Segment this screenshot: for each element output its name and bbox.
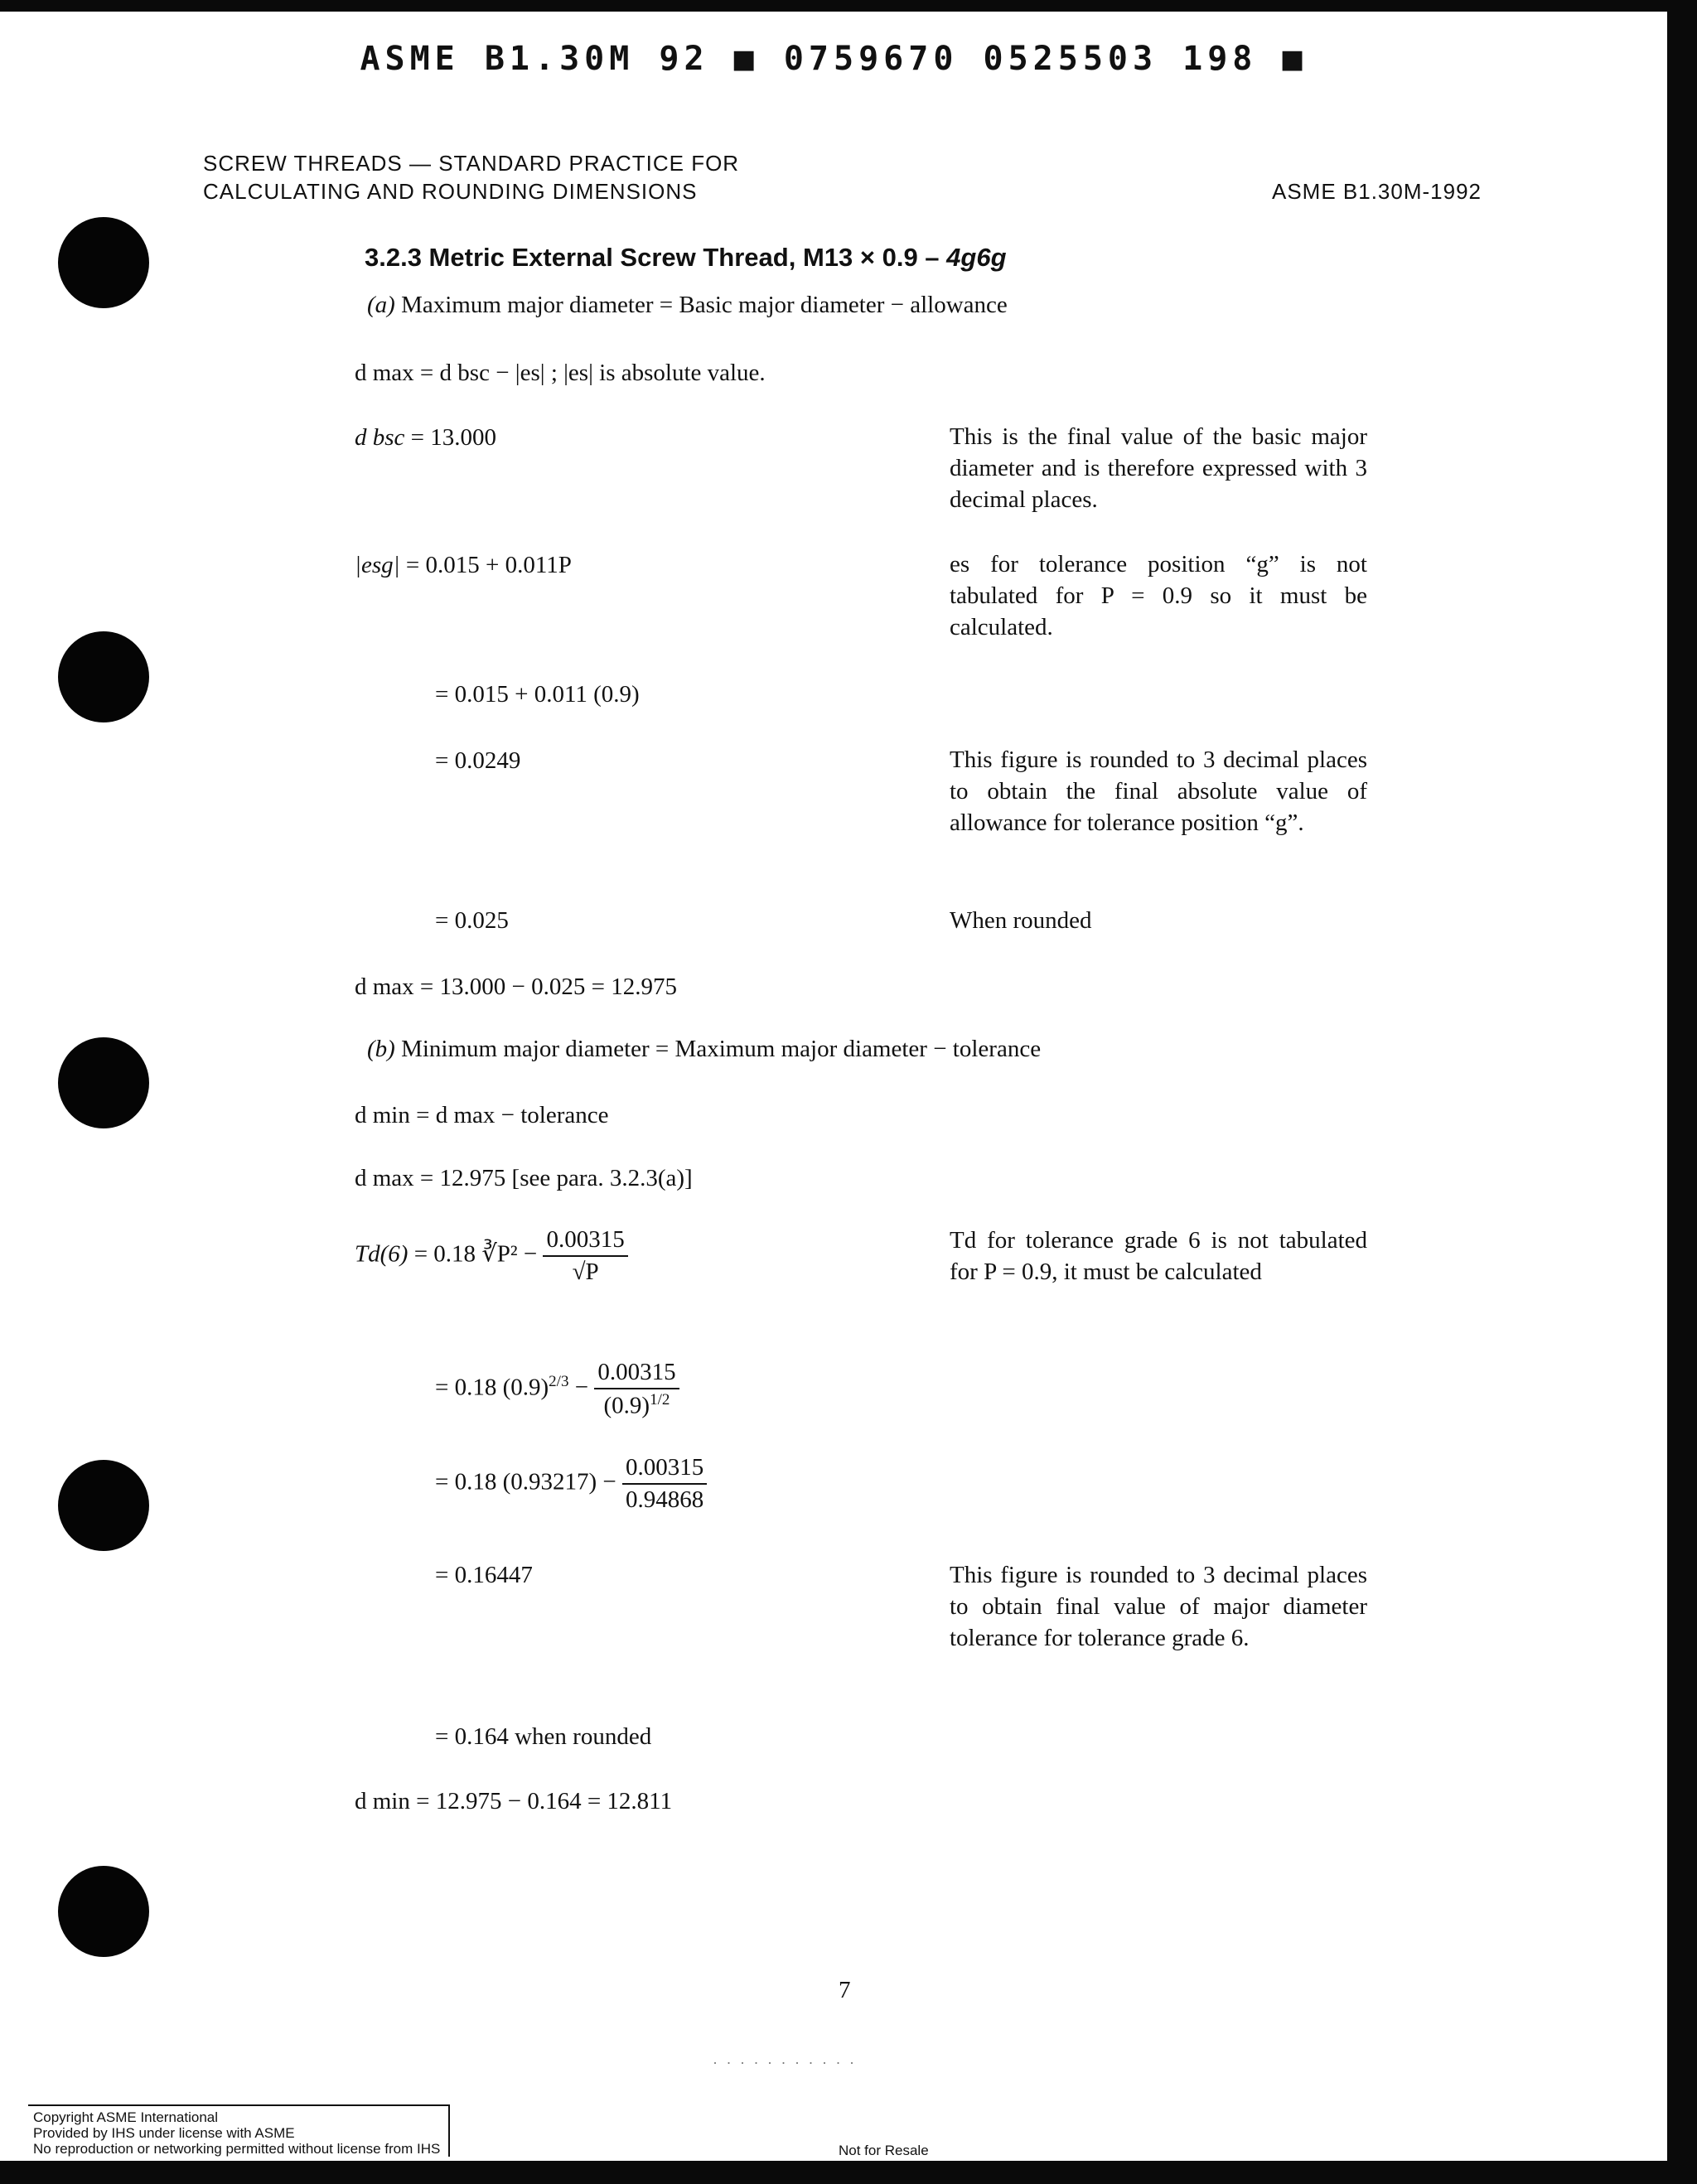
dbsc-note: This is the final value of the basic major diameter and is therefore expressed with 3 decimal places. <box>950 423 1367 513</box>
td-step-3: = 0.16447 <box>435 1562 533 1588</box>
td-denominator: √P <box>572 1259 599 1285</box>
esg-rhs: = 0.015 + 0.011P <box>405 552 572 578</box>
copyright-line-2: Provided by IHS under license with ASME <box>33 2125 295 2141</box>
binder-hole <box>58 631 149 722</box>
part-b-label: (b) <box>367 1036 395 1062</box>
scan-border-right <box>1667 0 1697 2184</box>
binder-hole <box>58 1460 149 1551</box>
scan-speckle: · · · · · · · · · · · <box>713 2055 857 2071</box>
esg-equation <box>355 552 572 579</box>
scan-border-bottom <box>0 2161 1697 2184</box>
td-step-4: = 0.164 when rounded <box>435 1723 652 1750</box>
td-step-3-note: This figure is rounded to 3 decimal places to obtain final value of major diameter tolerance for tolerance grade 6. <box>950 1562 1367 1651</box>
td-lhs: Td(6) <box>355 1240 409 1268</box>
esg-note: es for tolerance position “g” is not tabulated for P = 0.9 so it must be calculated. <box>950 551 1367 640</box>
dbsc-equation <box>355 424 496 452</box>
part-b-text: Minimum major diameter = Maximum major diameter − tolerance <box>401 1036 1042 1062</box>
esg-step-2: = 0.0249 <box>435 747 521 774</box>
td-step-2-denominator: 0.94868 <box>626 1486 704 1513</box>
binder-hole <box>58 1866 149 1957</box>
td-step-1-den-base: (0.9) <box>603 1392 650 1419</box>
copyright-box <box>28 2104 450 2157</box>
section-title <box>365 243 1007 273</box>
td-step-1 <box>435 1359 679 1420</box>
td-numerator: 0.00315 <box>543 1226 627 1257</box>
esg-step-1: = 0.015 + 0.011 (0.9) <box>435 681 640 708</box>
esg-lhs: |esg| <box>355 552 400 578</box>
header-line-2: CALCULATING AND ROUNDING DIMENSIONS <box>203 179 698 204</box>
part-a-text: Maximum major diameter = Basic major diameter − allowance <box>401 292 1008 318</box>
page-number: 7 <box>839 1977 851 2003</box>
td-equation <box>355 1226 628 1286</box>
section-title-main: 3.2.3 Metric External Screw Thread, M13 × 0.9 – <box>365 243 947 272</box>
scan-border-top <box>0 0 1697 12</box>
td-step-1-minus: − <box>574 1374 589 1401</box>
td-step-2-numerator: 0.00315 <box>622 1454 707 1485</box>
dmax-formula: d max = d bsc − |es| ; |es| is absolute value. <box>355 360 766 386</box>
esg-step-3: = 0.025 <box>435 907 509 934</box>
td-step-1-exponent: 2/3 <box>549 1372 569 1390</box>
dmin-formula: d min = d max − tolerance <box>355 1102 609 1128</box>
td-step-1-den-exponent: 1/2 <box>650 1391 670 1408</box>
section-title-grade: 4g6g <box>946 243 1007 272</box>
td-step-2-fraction <box>622 1454 707 1514</box>
td-step-1-fraction <box>594 1359 679 1420</box>
copyright-line-1: Copyright ASME International <box>33 2109 219 2125</box>
scan-id-line: ASME B1.30M 92 ■ 0759670 0525503 198 ■ <box>360 40 1308 78</box>
part-a-label: (a) <box>367 292 395 318</box>
not-for-resale: Not for Resale <box>839 2143 929 2158</box>
td-step-2-prefix: = 0.18 (0.93217) − <box>435 1468 616 1495</box>
esg-step-2-note: This figure is rounded to 3 decimal places to obtain the final absolute value of allowance for tolerance position “g”. <box>950 747 1367 836</box>
document-number: ASME B1.30M-1992 <box>1272 179 1482 204</box>
td-step-1-numerator: 0.00315 <box>594 1359 679 1389</box>
part-a-statement <box>367 292 1008 319</box>
td-minus: − <box>523 1240 538 1268</box>
td-cube-root: ∛P² <box>481 1240 518 1268</box>
dmin-result: d min = 12.975 − 0.164 = 12.811 <box>355 1788 673 1814</box>
header-line-1: SCREW THREADS — STANDARD PRACTICE FOR <box>203 151 740 176</box>
dmax-result: d max = 13.000 − 0.025 = 12.975 <box>355 974 677 1000</box>
dmax-reference: d max = 12.975 [see para. 3.2.3(a)] <box>355 1165 693 1191</box>
copyright-line-3: No reproduction or networking permitted without license from IHS <box>33 2141 441 2157</box>
binder-hole <box>58 1037 149 1128</box>
td-step-1-prefix: = 0.18 (0.9) <box>435 1374 549 1401</box>
binder-hole <box>58 217 149 308</box>
dbsc-lhs: d bsc <box>355 424 405 451</box>
td-fraction <box>543 1226 627 1286</box>
td-step-1-denominator <box>594 1389 679 1420</box>
running-header-left <box>203 149 739 205</box>
dbsc-rhs: = 13.000 <box>410 424 497 451</box>
esg-step-3-note: When rounded <box>950 907 1092 934</box>
td-rhs-prefix: = 0.18 <box>413 1240 476 1268</box>
td-step-2 <box>435 1454 707 1514</box>
part-b-statement <box>367 1036 1041 1063</box>
td-note: Td for tolerance grade 6 is not tabulated for P = 0.9, it must be calculated <box>950 1227 1367 1285</box>
